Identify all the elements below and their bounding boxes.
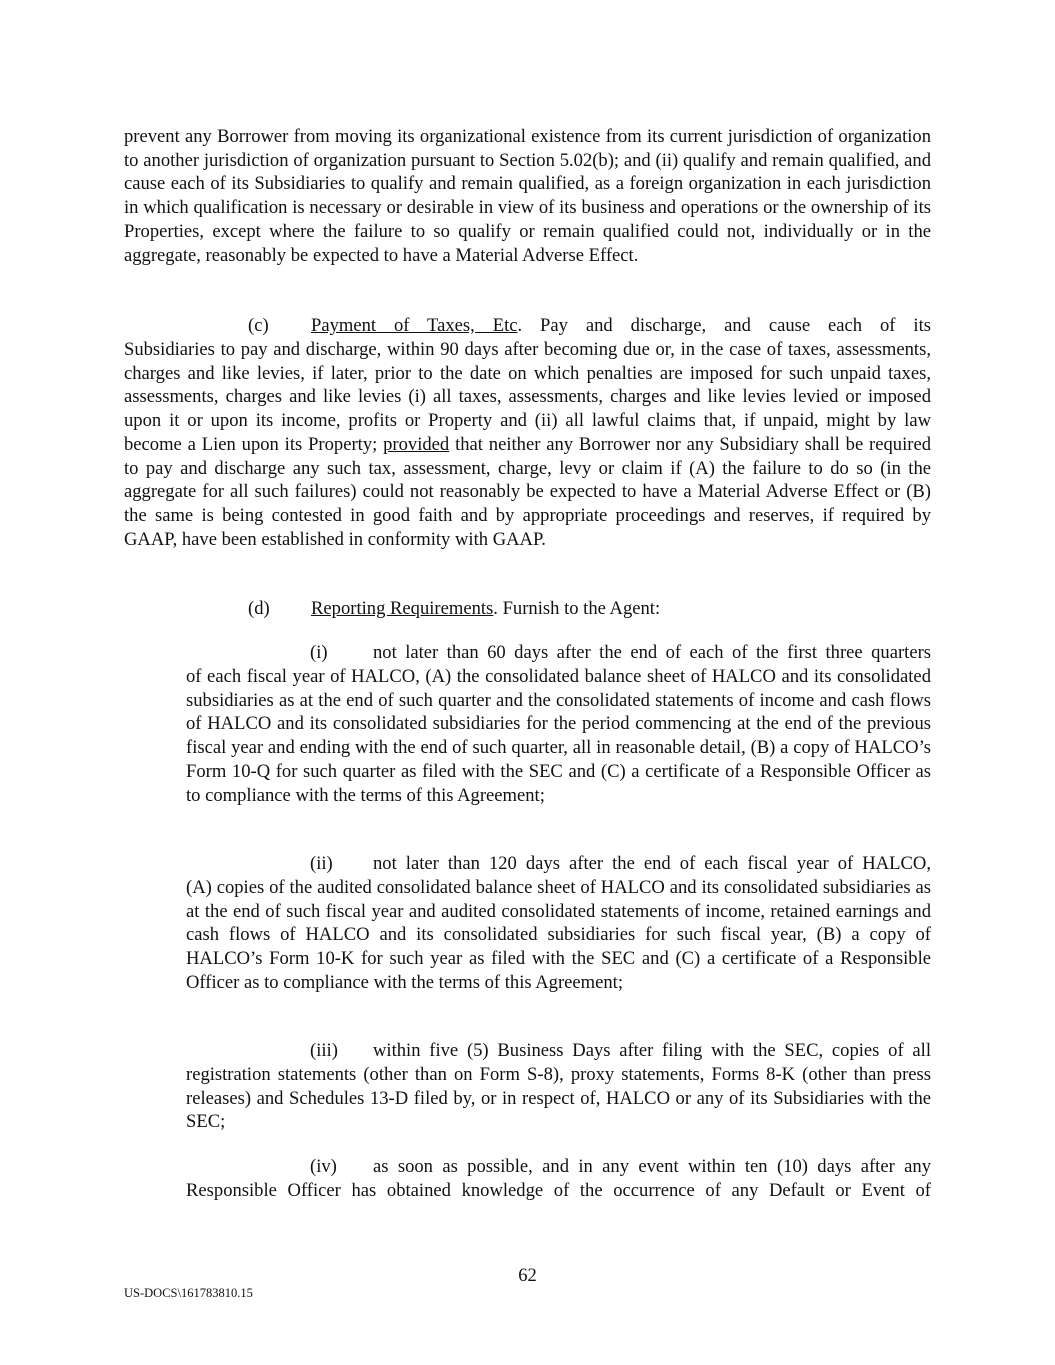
item-iii-lead: within five (5) Business Days after filing with the SEC, copies of all bbox=[373, 1040, 931, 1061]
item-iii-body: registration statements (other than on Form S-8), proxy statements, Forms 8-K (other than press releases) and Schedules 13-D filed by, or in respect of, HALCO or any of its Subsidiaries with the SEC; bbox=[186, 1064, 931, 1133]
provided-term: provided bbox=[383, 433, 450, 455]
item-i-body: of each fiscal year of HALCO, (A) the consolidated balance sheet of HALCO and its consolidated subsidiaries as at the end of such quarter and the consolidated statements of income and cash flows of HALCO and its consolidated subsidiaries for the period commencing at the end of the previous fiscal year and ending with the end of such quarter, all in reasonable detail, (B) a copy of HALCO’s Form 10-Q for such quarter as filed with the SEC and (C) a certificate of a Responsible Officer as to compliance with the terms of this Agreement; bbox=[186, 666, 931, 806]
section-c-text-a: Subsidiaries to pay and discharge, within 90 days after becoming due or, in the case of taxes, assessments, charges and like levies, if later, prior to the date on which penalties are imposed for such unpaid taxes, assessments, charges and like levies (i) all taxes, assessments, charges and like levies levied or imposed upon it or upon its income, profits or Property and (ii) all lawful claims that, if unpaid, might by law become a Lien upon its Property; bbox=[124, 339, 931, 455]
item-ii-label: (ii) bbox=[310, 853, 333, 874]
item-iv-first-line bbox=[310, 1155, 931, 1179]
section-c-first-line: . Pay and discharge, and cause each of its bbox=[517, 315, 931, 336]
paragraph-intro: prevent any Borrower from moving its organizational existence from its current jurisdiction of organization to another jurisdiction of organization pursuant to Section 5.02(b); and (ii) qualify and remain qualified, and cause each of its Subsidiaries to qualify and remain qualified, as a foreign organization in each jurisdiction in which qualification is necessary or desirable in view of its business and operations or the ownership of its Properties, except where the failure to so qualify or remain qualified could not, individually or in the aggregate, reasonably be expected to have a Material Adverse Effect. bbox=[124, 126, 931, 266]
section-c-heading-line bbox=[248, 314, 931, 338]
item-iii-label: (iii) bbox=[310, 1040, 338, 1061]
section-c-title: Payment of Taxes, Etc bbox=[311, 315, 518, 336]
item-ii-body: (A) copies of the audited consolidated balance sheet of HALCO and its consolidated subsidiaries as at the end of such fiscal year and audited consolidated statements of income, retained earnings and cash flows of HALCO and its consolidated subsidiaries for such fiscal year, (B) a copy of HALCO’s Form 10-K for such year as filed with the SEC and (C) a certificate of a Responsible Officer as to compliance with the terms of this Agreement; bbox=[186, 877, 931, 993]
item-iii-first-line bbox=[310, 1039, 931, 1063]
section-d-title: Reporting Requirements bbox=[311, 598, 494, 619]
section-c-label: (c) bbox=[248, 315, 269, 336]
document-id: US-DOCS\161783810.15 bbox=[124, 1286, 253, 1300]
item-ii-lead: not later than 120 days after the end of each fiscal year of HALCO, bbox=[373, 853, 931, 874]
page-number: 62 bbox=[518, 1265, 537, 1286]
item-iv-label: (iv) bbox=[310, 1156, 337, 1177]
item-i-lead: not later than 60 days after the end of each of the first three quarters bbox=[373, 642, 931, 663]
section-c-text-b: that neither any Borrower nor any Subsidiary shall be required to pay and discharge any such tax, assessment, charge, levy or claim if (A) the failure to do so (in the aggregate for all such failures) could not reasonably be expected to have a Material Adverse Effect or (B) the same is being contested in good faith and by appropriate proceedings and reserves, if required by GAAP, have been established in conformity with GAAP. bbox=[124, 433, 931, 550]
section-c-body bbox=[124, 338, 931, 551]
item-i-first-line bbox=[310, 641, 931, 665]
item-i-label: (i) bbox=[310, 642, 328, 663]
section-d-rest: . Furnish to the Agent: bbox=[493, 598, 661, 619]
section-d-label: (d) bbox=[248, 598, 270, 619]
section-d-heading-line bbox=[248, 597, 660, 621]
item-iv-body: Responsible Officer has obtained knowledge of the occurrence of any Default or Event of bbox=[186, 1180, 931, 1201]
item-iv-lead: as soon as possible, and in any event within ten (10) days after any bbox=[373, 1156, 931, 1177]
item-ii-first-line bbox=[310, 852, 931, 876]
